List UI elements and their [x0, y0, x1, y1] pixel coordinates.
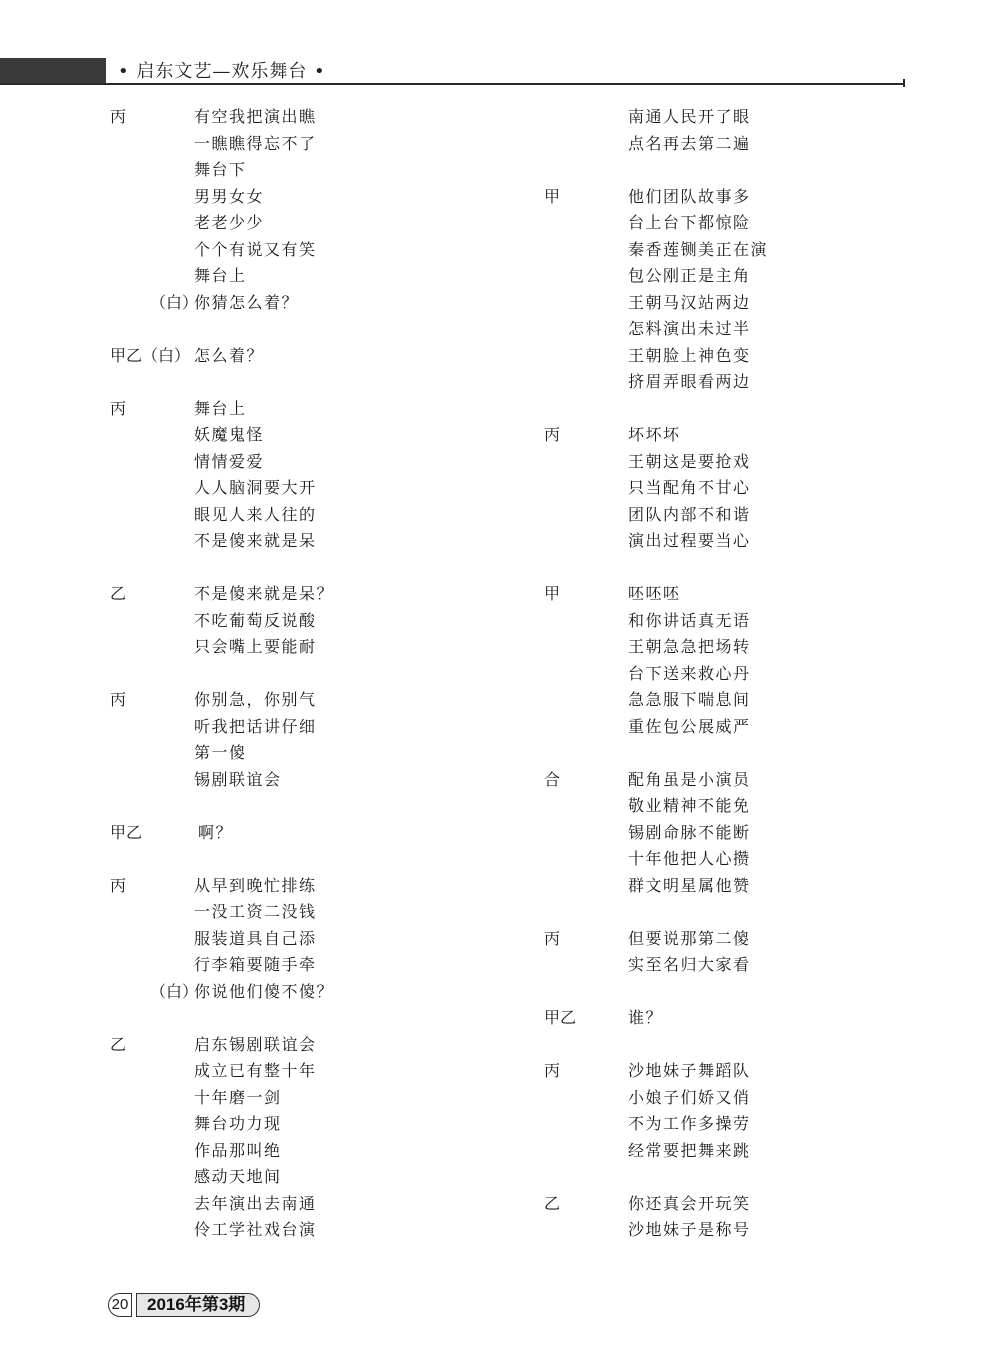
script-line: [110, 767, 530, 794]
line-text: 一没工资二没钱: [194, 902, 317, 921]
script-line: [110, 714, 530, 741]
script-line: [544, 131, 964, 158]
script-line: [110, 210, 530, 237]
line-text: 不为工作多操劳: [628, 1114, 751, 1133]
line-text: 十年他把人心攒: [628, 849, 751, 868]
line-text: 不是傻来就是呆: [194, 531, 317, 550]
speaker-label: 甲: [544, 584, 561, 603]
line-text: 重佐包公展威严: [628, 716, 751, 736]
script-line: [110, 104, 530, 131]
line-text: 谁？: [628, 1008, 664, 1027]
line-text: 从早到晚忙排练: [194, 875, 317, 895]
line-text: 男男女女: [194, 186, 265, 206]
script-line: [110, 979, 530, 1006]
line-text: 怎料演出未过半: [628, 319, 751, 338]
line-text: 你猜怎么着？: [194, 292, 300, 312]
issue-label: 2016年第3期: [136, 1293, 260, 1317]
line-text: 王朝马汉站两边: [628, 292, 751, 312]
speaker-label: 乙: [544, 1193, 561, 1213]
line-text: 一瞧瞧得忘不了: [194, 133, 317, 153]
script-line: [110, 740, 530, 767]
script-line: [110, 290, 530, 317]
script-line: [110, 528, 530, 555]
line-text: 情情爱爱: [194, 451, 265, 471]
script-line: [544, 210, 964, 237]
script-line: [544, 1085, 964, 1112]
line-text: 秦香莲铡美正在演: [628, 239, 769, 259]
line-text: 人人脑洞要大开: [194, 478, 317, 497]
line-text: 听我把话讲仔细: [194, 716, 317, 736]
script-line: [110, 1058, 530, 1085]
script-line: [544, 237, 964, 264]
page-number: 20: [108, 1293, 132, 1317]
line-text: 王朝这是要抢戏: [628, 451, 751, 471]
script-line: [110, 634, 530, 661]
script-line: [110, 343, 530, 370]
line-text: 有空我把演出瞧: [194, 107, 317, 126]
script-line: [544, 846, 964, 873]
script-line: [544, 1191, 964, 1218]
speaker-label: 甲: [544, 186, 561, 206]
script-line: [544, 316, 964, 343]
script-line: [544, 608, 964, 635]
footer: [108, 1293, 276, 1317]
line-text: 台上台下都惊险: [628, 213, 751, 232]
script-line: [544, 767, 964, 794]
script-line: [544, 1005, 964, 1032]
script-line: [544, 1111, 964, 1138]
script-line: [110, 1217, 530, 1244]
script-line: [544, 661, 964, 688]
script-line: [110, 873, 530, 900]
script-line: [544, 263, 964, 290]
line-text: 敬业精神不能免: [628, 796, 751, 815]
script-line: [110, 1032, 530, 1059]
line-text: 包公刚正是主角: [628, 266, 751, 285]
script-line: [110, 184, 530, 211]
line-text: 行李箱要随手牵: [194, 955, 317, 974]
line-text: 王朝脸上神色变: [628, 345, 751, 365]
speaker-label: 丙: [544, 928, 561, 948]
speaker-label: 合: [544, 769, 561, 789]
speaker-label: 甲乙（白）: [110, 345, 191, 365]
script-line: [110, 687, 530, 714]
line-text: 感动天地间: [194, 1167, 282, 1186]
line-text: 老老少少: [194, 213, 265, 232]
script-line: [544, 184, 964, 211]
left-column: [110, 104, 530, 1244]
script-line: [110, 1111, 530, 1138]
script-line: [110, 581, 530, 608]
line-text: 王朝急急把场转: [628, 637, 751, 656]
speaker-label: 乙: [110, 584, 127, 603]
script-line: [544, 952, 964, 979]
script-line: [110, 926, 530, 953]
line-text: 成立已有整十年: [194, 1061, 317, 1080]
header-rule: [0, 83, 905, 85]
line-text: 舞台上: [194, 266, 247, 285]
script-line: [110, 952, 530, 979]
line-text: 作品那叫绝: [194, 1140, 282, 1160]
line-text: 眼见人来人往的: [194, 504, 317, 524]
line-text: 舞台下: [194, 160, 247, 179]
line-text: 挤眉弄眼看两边: [628, 372, 751, 391]
line-text: 妖魔鬼怪: [194, 425, 265, 444]
script-line: [110, 157, 530, 184]
line-text: 去年演出去南通: [194, 1193, 317, 1213]
script-line: [110, 263, 530, 290]
script-line: [544, 475, 964, 502]
line-text: 实至名归大家看: [628, 955, 751, 974]
script-line: [110, 1138, 530, 1165]
script-line: [110, 1164, 530, 1191]
line-text: 锡剧命脉不能断: [628, 822, 751, 842]
line-text: 呸呸呸: [628, 584, 681, 603]
script-line: [110, 237, 530, 264]
script-line: [544, 1058, 964, 1085]
script-line: [110, 899, 530, 926]
line-text: 经常要把舞来跳: [628, 1140, 751, 1160]
script-line: [544, 714, 964, 741]
speaker-label: 丙: [544, 425, 561, 444]
line-text: 舞台功力现: [194, 1114, 282, 1133]
line-text: 启东锡剧联谊会: [194, 1034, 317, 1054]
line-text: 十年磨一剑: [194, 1087, 282, 1107]
line-text: 只会嘴上要能耐: [194, 637, 317, 656]
line-text: 小娘子们娇又俏: [628, 1087, 751, 1107]
line-text: 你说他们傻不傻？: [194, 981, 335, 1001]
script-line: [110, 131, 530, 158]
script-line: [110, 1191, 530, 1218]
script-line: [544, 422, 964, 449]
script-line: [544, 369, 964, 396]
script-line: [110, 1085, 530, 1112]
script-line: [544, 502, 964, 529]
script-line: [544, 793, 964, 820]
script-line: [544, 1217, 964, 1244]
line-text: 团队内部不和谐: [628, 504, 751, 524]
line-text: 配角虽是小演员: [628, 769, 751, 789]
line-text: 不吃葡萄反说酸: [194, 610, 317, 630]
line-text: 你别急，你别气: [194, 690, 317, 709]
speaker-label: 丙: [544, 1061, 561, 1080]
script-line: [544, 581, 964, 608]
line-text: 台下送来救心丹: [628, 663, 751, 683]
right-column: [544, 104, 964, 1244]
speaker-label: 乙: [110, 1034, 127, 1054]
line-text: 急急服下喘息间: [628, 690, 751, 709]
script-line: [110, 608, 530, 635]
line-text: 点名再去第二遍: [628, 133, 751, 153]
script-line: [110, 475, 530, 502]
speaker-label: 丙: [110, 398, 127, 418]
header-rule-tick: [903, 79, 905, 87]
script-line: [110, 422, 530, 449]
line-text: 坏坏坏: [628, 425, 681, 444]
script-line: [544, 449, 964, 476]
line-text: 服装道具自己添: [194, 928, 317, 948]
script-line: [544, 343, 964, 370]
speaker-label: 丙: [110, 107, 127, 126]
line-text: 第一傻: [194, 743, 247, 762]
script-line: [544, 687, 964, 714]
script-line: [544, 820, 964, 847]
speaker-label: 甲乙: [544, 1008, 577, 1027]
script-line: [544, 528, 964, 555]
speaker-label: 丙: [110, 690, 127, 709]
script-line: [544, 873, 964, 900]
script-line: [544, 104, 964, 131]
line-text: 舞台上: [194, 398, 247, 418]
line-text: 他们团队故事多: [628, 186, 751, 206]
line-text: 个个有说又有笑: [194, 239, 317, 259]
line-text: 但要说那第二傻: [628, 928, 751, 948]
speaker-label: （白）: [150, 292, 199, 312]
script-line: [544, 926, 964, 953]
speaker-label: 丙: [110, 875, 127, 895]
line-text: 伶工学社戏台演: [194, 1220, 317, 1239]
line-text: 南通人民开了眼: [628, 107, 751, 126]
header-title: • 启东文艺—欢乐舞台 •: [118, 61, 326, 82]
script-line: [544, 1138, 964, 1165]
script-line: [110, 502, 530, 529]
line-text: 啊？: [198, 822, 234, 842]
script-line: [110, 449, 530, 476]
line-text: 群文明星属他赞: [628, 875, 751, 895]
line-text: 只当配角不甘心: [628, 478, 751, 497]
line-text: 沙地妹子舞蹈队: [628, 1061, 751, 1080]
speaker-label: （白）: [150, 981, 199, 1001]
speaker-label: 甲乙: [110, 822, 143, 842]
script-line: [110, 396, 530, 423]
header-bar: [0, 58, 106, 84]
script-line: [544, 290, 964, 317]
line-text: 怎么着？: [194, 345, 265, 365]
script-line: [110, 820, 530, 847]
line-text: 沙地妹子是称号: [628, 1220, 751, 1239]
line-text: 你还真会开玩笑: [628, 1193, 751, 1213]
script-line: [544, 634, 964, 661]
line-text: 不是傻来就是呆？: [194, 584, 335, 603]
line-text: 演出过程要当心: [628, 531, 751, 550]
line-text: 锡剧联谊会: [194, 769, 282, 789]
line-text: 和你讲话真无语: [628, 610, 751, 630]
